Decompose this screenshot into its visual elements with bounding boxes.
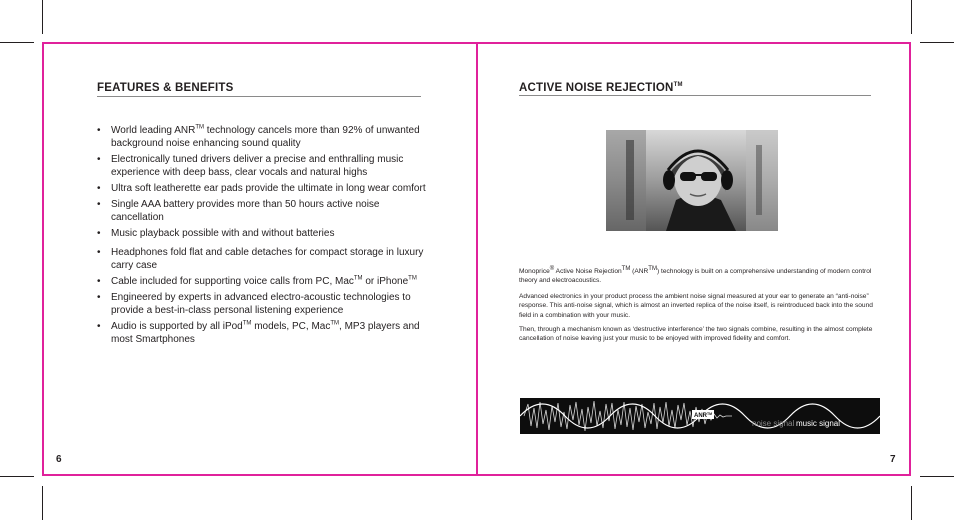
- anr-paragraph: Monoprice® Active Noise Rejection™ (ANR™) technology is built on a comprehensive understanding of modern control theory and electroacoustics.: [519, 265, 872, 285]
- anr-heading-rule: [519, 95, 871, 96]
- feature-item: • Audio is supported by all iPod™ models, PC, Mac™, MP3 players and most Smartphones: [97, 320, 427, 346]
- anr-heading: ACTIVE NOISE REJECTION™: [519, 82, 683, 94]
- crop-mark: [0, 476, 34, 477]
- crop-mark: [911, 0, 912, 34]
- features-list: [97, 124, 427, 349]
- anr-paragraph: Then, through a mechanism known as ‘destructive interference’ the two signals combine, resulting in the almost complete cancellation of noise leaving just your music to be enjoyed with improved fidelity and comfort.: [519, 326, 873, 343]
- crop-mark: [42, 486, 43, 520]
- music-signal-label: music signal: [796, 419, 841, 428]
- anr-badge-tm: TM: [707, 412, 713, 416]
- crop-mark: [42, 0, 43, 34]
- feature-item: • Ultra soft leatherette ear pads provide the ultimate in long wear comfort: [97, 182, 427, 195]
- crop-mark: [920, 42, 954, 43]
- crop-mark: [911, 486, 912, 520]
- features-heading: FEATURES & BENEFITS: [97, 82, 234, 94]
- noise-cancellation-diagram: [520, 398, 880, 434]
- page-number-left: 6: [56, 454, 62, 465]
- feature-item: • Engineered by experts in advanced electro-acoustic technologies to provide a best-in-class personal listening experience: [97, 291, 427, 317]
- anr-paragraph: Advanced electronics in your product process the ambient noise signal measured at your ear to generate an “anti-noise” response. This anti-noise signal, which is almost an inverted replica of the noise itself, is reintroduced back into the sound field in a combination with your music.: [519, 293, 873, 319]
- features-heading-rule: [97, 96, 421, 97]
- anr-badge-label: ANR: [694, 413, 707, 419]
- crop-mark: [0, 42, 34, 43]
- feature-item: • World leading ANR™ technology cancels more than 92% of unwanted background noise enhancing sound quality: [97, 124, 427, 150]
- product-photo: [606, 130, 778, 231]
- page-number-right: 7: [890, 454, 896, 465]
- noise-signal-label: noise signal: [752, 419, 795, 428]
- feature-item: • Music playback possible with and without batteries: [97, 227, 427, 240]
- page-spine: [476, 42, 478, 476]
- feature-item: • Cable included for supporting voice calls from PC, Mac™ or iPhone™: [97, 275, 427, 288]
- crop-mark: [920, 476, 954, 477]
- feature-item: • Headphones fold flat and cable detaches for compact storage in luxury carry case: [97, 246, 427, 272]
- feature-item: • Single AAA battery provides more than 50 hours active noise cancellation: [97, 198, 427, 224]
- feature-item: • Electronically tuned drivers deliver a precise and enthralling music experience with deep bass, clear vocals and natural highs: [97, 153, 427, 179]
